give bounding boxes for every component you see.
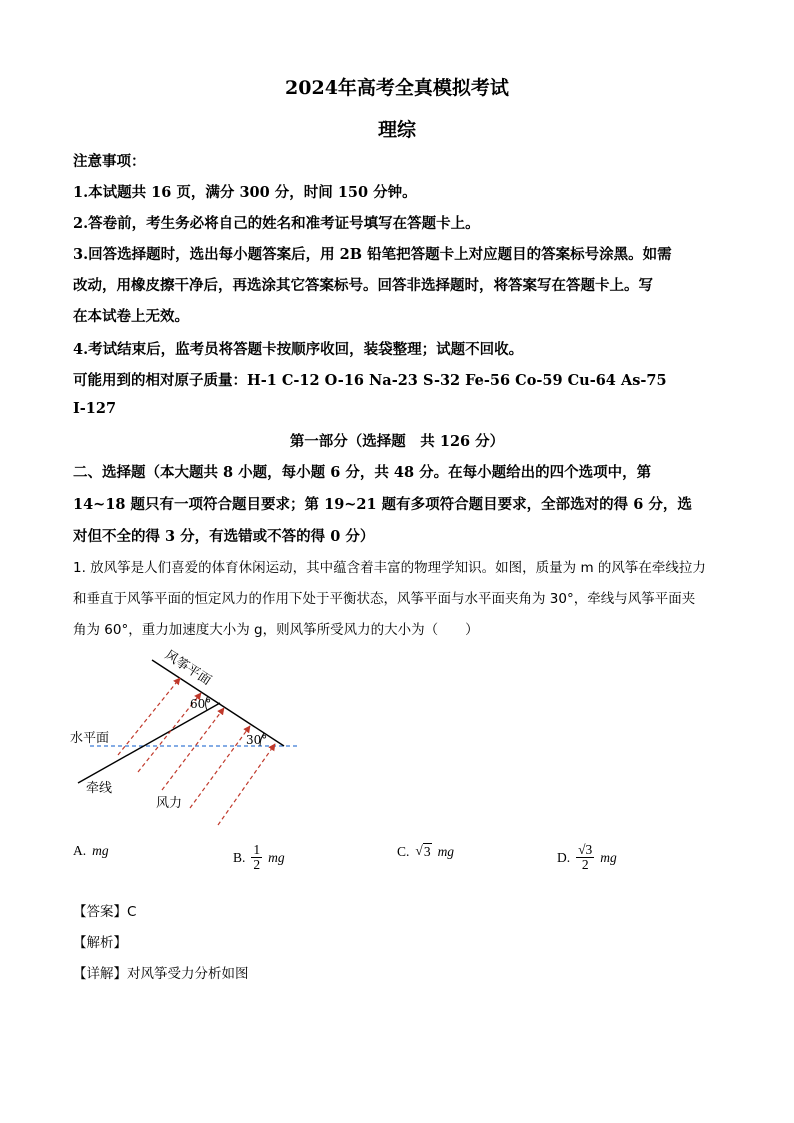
- atomic-mass-line-2: I-127: [73, 400, 117, 417]
- detail-line: 【详解】对风筝受力分析如图: [73, 966, 249, 982]
- wind-arrow: [162, 708, 224, 790]
- angle-30-label: 30°: [246, 733, 268, 747]
- notice-item-3-line-1: 3.回答选择题时，选出每小题答案后，用 2B 铅笔把答题卡上对应题目的答案标号涂黑。如需: [73, 246, 672, 263]
- answer-line: 【答案】C: [73, 904, 137, 920]
- option-a-letter: A.: [73, 843, 87, 858]
- option-b: [233, 843, 285, 872]
- notice-item-2: 2.答卷前，考生务必将自己的姓名和准考证号填写在答题卡上。: [73, 215, 480, 232]
- string-label: 牵线: [86, 781, 113, 796]
- notice-item-1: 1.本试题共 16 页，满分 300 分，时间 150 分钟。: [73, 184, 417, 201]
- kite-force-diagram: [70, 645, 310, 830]
- analysis-line: 【解析】: [73, 935, 127, 951]
- section-instructions-line-1: 二、选择题（本大题共 8 小题，每小题 6 分，共 48 分。在每小题给出的四个选项中，第: [73, 464, 652, 481]
- option-b-fraction: [251, 843, 262, 872]
- option-d-radicand: 3: [585, 842, 593, 857]
- option-b-tail: mg: [268, 849, 285, 865]
- option-d-denominator: 2: [581, 857, 589, 873]
- wind-arrow: [190, 726, 250, 808]
- option-c-radicand: 3: [423, 844, 431, 859]
- angle-60-label: 60°: [190, 697, 212, 711]
- wind-arrow: [218, 744, 275, 825]
- option-b-denominator: 2: [253, 857, 261, 873]
- part1-heading: 第一部分（选择题 共 126 分）: [289, 433, 505, 450]
- section-instructions-line-2: 14~18 题只有一项符合题目要求；第 19~21 题有多项符合题目要求，全部选对的得 6 分，选: [73, 496, 692, 513]
- option-d-tail: mg: [600, 849, 617, 865]
- option-d-fraction: [576, 843, 594, 872]
- option-d: [557, 843, 617, 872]
- subject-title: 理综: [377, 119, 416, 141]
- option-a: [73, 843, 109, 859]
- option-b-letter: B.: [233, 849, 246, 865]
- wind-label: 风力: [156, 796, 183, 811]
- option-d-numerator: √3: [578, 842, 593, 857]
- option-d-letter: D.: [557, 849, 571, 865]
- question-1-text-line-3: 角为 60°，重力加速度大小为 g，则风筝所受风力的大小为（ ）: [73, 622, 479, 638]
- notice-heading: 注意事项：: [73, 153, 146, 170]
- option-a-value: mg: [92, 843, 109, 858]
- atomic-mass-line-1: 可能用到的相对原子质量：H-1 C-12 O-16 Na-23 S-32 Fe-56 Co-59 Cu-64 As-75: [73, 372, 667, 389]
- question-1-text-line-1: 1. 放风筝是人们喜爱的体育休闲运动，其中蕴含着丰富的物理学知识。如图，质量为 m 的风筝在牵线拉力: [73, 560, 706, 576]
- notice-item-4: 4.考试结束后，监考员将答题卡按顺序收回，装袋整理；试题不回收。: [73, 341, 524, 358]
- kite-plane-label: 风筝平面: [161, 647, 214, 689]
- option-c: [397, 843, 454, 860]
- option-c-sqrt: √ 3: [415, 843, 431, 859]
- notice-item-3-line-3: 在本试卷上无效。: [73, 308, 189, 325]
- section-instructions-line-3: 对但不全的得 3 分，有选错或不答的得 0 分）: [73, 528, 375, 545]
- option-b-numerator: 1: [253, 842, 261, 857]
- exam-title: 2024年高考全真模拟考试: [285, 77, 509, 99]
- notice-item-3-line-2: 改动，用橡皮擦干净后，再选涂其它答案标号。回答非选择题时，将答案写在答题卡上。写: [73, 277, 653, 294]
- question-1-text-line-2: 和垂直于风筝平面的恒定风力的作用下处于平衡状态，风筝平面与水平面夹角为 30°，牵线与风筝平面夹: [73, 591, 696, 607]
- horizontal-plane-label: 水平面: [70, 731, 110, 746]
- option-c-letter: C.: [397, 843, 410, 859]
- option-c-tail: mg: [437, 843, 455, 859]
